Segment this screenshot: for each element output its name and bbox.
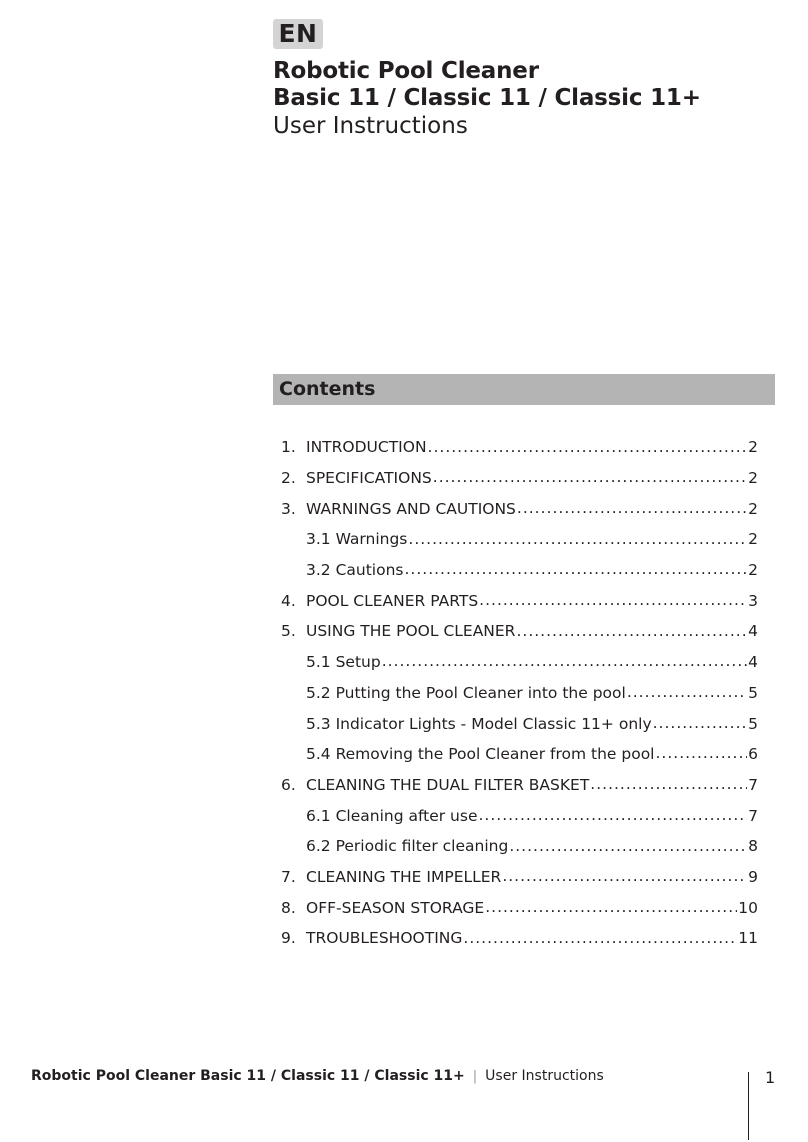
toc-entry-number: 9. — [281, 929, 296, 948]
toc-entry-page: 2 — [748, 561, 758, 580]
toc-entry-label: TROUBLESHOOTING — [306, 929, 463, 948]
toc-leader-dots — [479, 593, 747, 609]
toc-entry[interactable] — [281, 432, 758, 463]
toc-entry-page: 2 — [748, 530, 758, 549]
toc-entry-number: 2. — [281, 469, 296, 488]
toc-entry-label: CLEANING THE DUAL FILTER BASKET — [306, 775, 590, 794]
toc-entry[interactable] — [281, 463, 758, 494]
toc-entry[interactable] — [281, 616, 758, 647]
toc-entry-label: 5.2 Putting the Pool Cleaner into the pool — [306, 683, 626, 702]
toc-entry-page: 7 — [748, 806, 758, 825]
toc-entry-number: 1. — [281, 438, 296, 457]
toc-subentry[interactable] — [281, 678, 758, 709]
footer-separator: | — [472, 1069, 478, 1084]
toc-leader-dots — [653, 716, 747, 732]
toc-entry-number: 5. — [281, 622, 296, 641]
contents-heading: Contents — [279, 378, 376, 400]
toc-leader-dots — [656, 746, 748, 762]
toc-entry-page: 2 — [748, 438, 758, 457]
toc-entry-label: 5.4 Removing the Pool Cleaner from the pool — [306, 745, 655, 764]
toc-entry-page: 2 — [748, 499, 758, 518]
toc-entry-page: 11 — [738, 929, 758, 948]
toc-leader-dots — [463, 931, 737, 947]
toc-entry-number: 4. — [281, 591, 296, 610]
footer-document-type: User Instructions — [485, 1068, 604, 1084]
toc-leader-dots — [428, 440, 747, 456]
footer-product-name: Robotic Pool Cleaner Basic 11 / Classic 11 / Classic 11+ — [31, 1068, 465, 1084]
toc-leader-dots — [485, 900, 737, 916]
toc-leader-dots — [479, 808, 748, 824]
toc-entry-page: 5 — [748, 714, 758, 733]
document-title-line-1: Robotic Pool Cleaner — [273, 58, 539, 84]
toc-entry-label: 3.1 Warnings — [306, 530, 408, 549]
toc-subentry[interactable] — [281, 524, 758, 555]
page-footer — [31, 1066, 604, 1087]
toc-entry-label: 6.2 Periodic filter cleaning — [306, 837, 509, 856]
toc-subentry[interactable] — [281, 708, 758, 739]
toc-entry[interactable] — [281, 923, 758, 954]
toc-entry-label: CLEANING THE IMPELLER — [306, 867, 502, 886]
toc-leader-dots — [502, 869, 747, 885]
toc-entry-label: POOL CLEANER PARTS — [306, 591, 479, 610]
toc-subentry[interactable] — [281, 831, 758, 862]
toc-entry-page: 8 — [748, 837, 758, 856]
toc-leader-dots — [433, 470, 747, 486]
table-of-contents — [281, 432, 758, 954]
toc-subentry[interactable] — [281, 739, 758, 770]
toc-entry-label: WARNINGS AND CAUTIONS — [306, 499, 516, 518]
contents-header — [273, 374, 775, 405]
toc-leader-dots — [590, 777, 747, 793]
toc-entry[interactable] — [281, 493, 758, 524]
toc-leader-dots — [517, 501, 747, 517]
toc-subentry[interactable] — [281, 800, 758, 831]
toc-entry-label: SPECIFICATIONS — [306, 469, 432, 488]
toc-entry[interactable] — [281, 862, 758, 893]
toc-entry-page: 2 — [748, 469, 758, 488]
page-number-rule — [748, 1072, 749, 1140]
document-subtitle: User Instructions — [273, 113, 468, 139]
toc-entry-page: 6 — [748, 745, 758, 764]
toc-entry-page: 7 — [748, 775, 758, 794]
language-badge: EN — [273, 19, 323, 49]
toc-entry-page: 5 — [748, 683, 758, 702]
toc-leader-dots — [382, 654, 747, 670]
toc-entry-page: 4 — [748, 622, 758, 641]
toc-leader-dots — [509, 839, 747, 855]
toc-entry-label: OFF-SEASON STORAGE — [306, 898, 485, 917]
title-block — [273, 58, 701, 140]
toc-leader-dots — [627, 685, 747, 701]
toc-leader-dots — [516, 624, 747, 640]
toc-entry-label: 5.1 Setup — [306, 653, 381, 672]
toc-subentry[interactable] — [281, 647, 758, 678]
toc-entry[interactable] — [281, 770, 758, 801]
toc-entry-page: 9 — [748, 867, 758, 886]
toc-entry-page: 4 — [748, 653, 758, 672]
toc-entry[interactable] — [281, 585, 758, 616]
toc-entry[interactable] — [281, 892, 758, 923]
toc-entry-number: 6. — [281, 775, 296, 794]
toc-entry-number: 3. — [281, 499, 296, 518]
toc-entry-page: 3 — [748, 591, 758, 610]
toc-entry-label: INTRODUCTION — [306, 438, 427, 457]
toc-entry-page: 10 — [738, 898, 758, 917]
toc-subentry[interactable] — [281, 555, 758, 586]
toc-entry-label: 3.2 Cautions — [306, 561, 404, 580]
toc-leader-dots — [405, 562, 748, 578]
toc-entry-label: USING THE POOL CLEANER — [306, 622, 516, 641]
toc-entry-label: 6.1 Cleaning after use — [306, 806, 478, 825]
toc-entry-label: 5.3 Indicator Lights - Model Classic 11+ only — [306, 714, 652, 733]
toc-entry-number: 8. — [281, 898, 296, 917]
toc-leader-dots — [408, 532, 747, 548]
document-title-line-2: Basic 11 / Classic 11 / Classic 11+ — [273, 85, 701, 111]
toc-entry-number: 7. — [281, 867, 296, 886]
page-number: 1 — [765, 1068, 776, 1087]
